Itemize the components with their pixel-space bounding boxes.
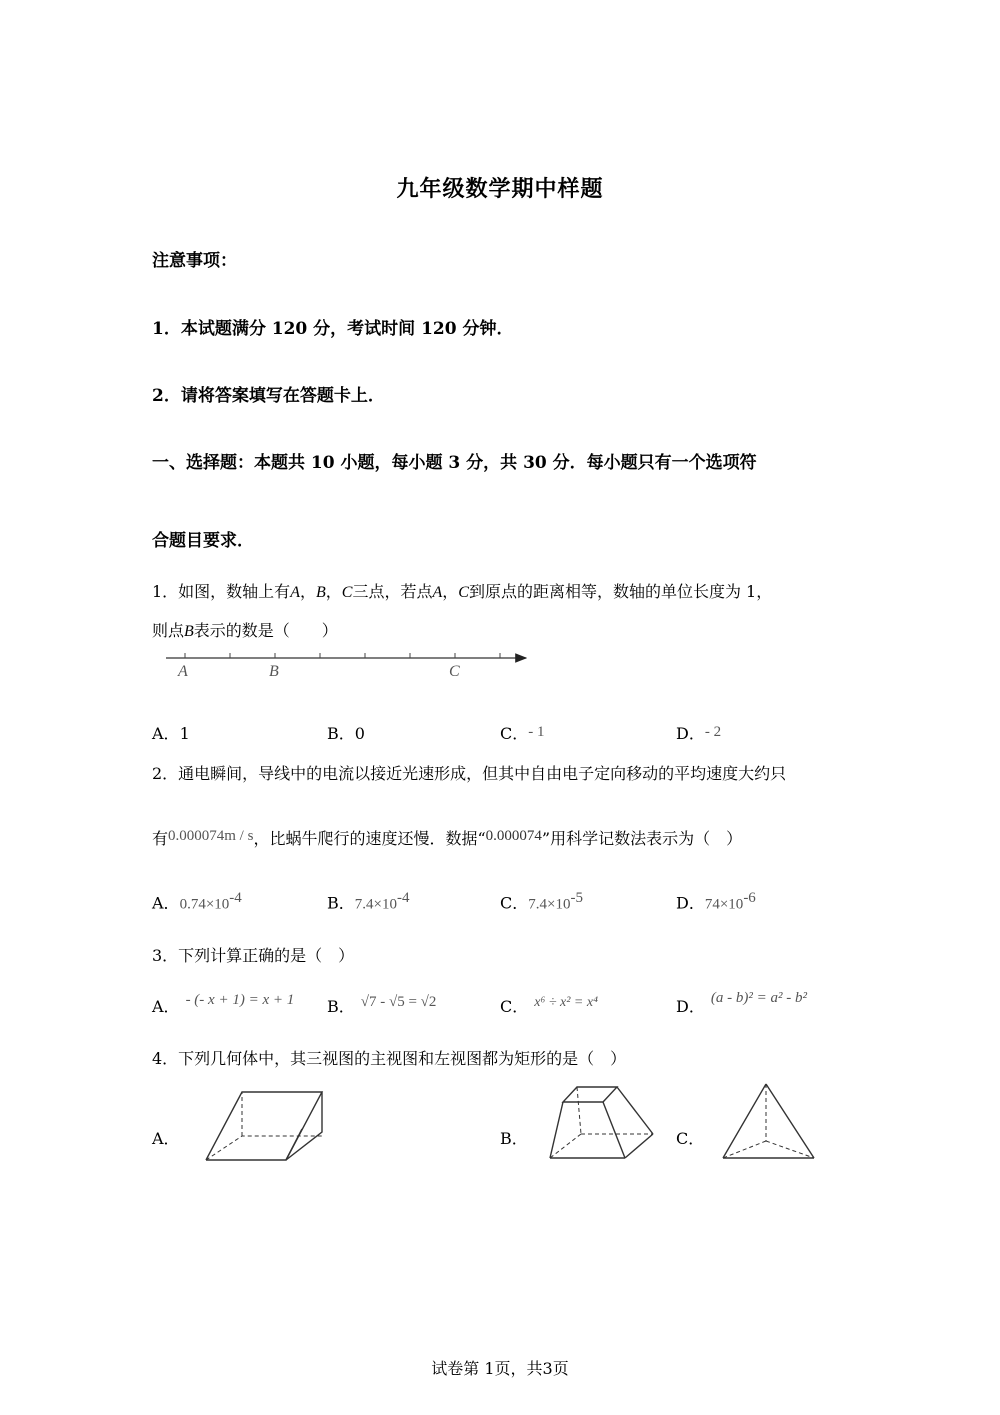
q1-option-a[interactable]: A．1 [152,724,190,743]
page-title: 九年级数学期中样题 [396,176,604,202]
q1-option-d[interactable]: D．- 2 [676,724,722,743]
q2-option-b[interactable]: B．$7.4\times 10^{-4}$ [327,890,410,913]
point-b-label: B [269,663,279,680]
triangular-pyramid-figure[interactable] [718,1080,820,1164]
q1-option-c[interactable]: C．- 1 [500,724,545,743]
q3-stem: 3．下列计算正确的是（ ） [152,946,355,965]
q2-stem-line-1: 2．通电瞬间，导线中的电流以接近光速形成，但其中自由电子定向移动的平均速度大约只 [152,764,787,783]
q4-stem: 4．下列几何体中，其三视图的主视图和左视图都为矩形的是（ ） [152,1049,627,1068]
notice-item-2: 2．请将答案填写在答题卡上． [152,386,385,406]
q1-option-b[interactable]: B．0 [327,724,365,743]
section-heading-line-2: 合题目要求． [152,531,254,551]
q2-option-a[interactable]: A．$0.74\times 10^{-4}$ [152,890,242,913]
q4-option-a-label[interactable]: A． [152,1129,180,1148]
q1-stem-line-1: 1．如图，数轴上有A，B，C三点，若点A，C到原点的距离相等，数轴的单位长度为 1， [152,582,773,601]
q3-option-d[interactable]: D． (a - b)² = a² - b² [676,990,807,1016]
q2-option-d[interactable]: D．$74\times 10^{-6}$ [676,890,756,913]
section-heading-line-1: 一、选择题：本题共 10 小题，每小题 3 分，共 30 分．每小题只有一个选项符 [152,453,757,473]
point-a-label: A [178,663,188,680]
frustum-figure[interactable] [545,1082,660,1164]
q1-stem-line-2: 则点B表示的数是（ ） [152,621,338,640]
q3-option-b[interactable]: B． √7 - √5 = √2 [327,994,437,1016]
number-line-ticks [185,653,500,658]
notice-item-1: 1．本试题满分 120 分，考试时间 120 分钟． [152,319,514,339]
q2-stem-line-2: 有0.000074m / s，比蜗牛爬行的速度还慢．数据“0.000074”用科学记数法表示为（ ） [152,828,743,848]
q3-option-a[interactable]: A． - (- x + 1) = x + 1 [152,992,295,1016]
parallelepiped-figure[interactable] [200,1085,330,1165]
page-footer: 试卷第 1页，共3页 [431,1359,569,1378]
point-c-label: C [449,663,460,680]
q3-option-c[interactable]: C． x⁶ ÷ x² = x⁴ [500,995,598,1016]
q4-option-b-label[interactable]: B． [500,1129,528,1148]
q4-option-c-label[interactable]: C． [676,1129,705,1148]
q2-option-c[interactable]: C．$7.4\times 10^{-5}$ [500,890,583,913]
notice-heading: 注意事项： [152,251,237,271]
number-line-figure [160,645,540,685]
